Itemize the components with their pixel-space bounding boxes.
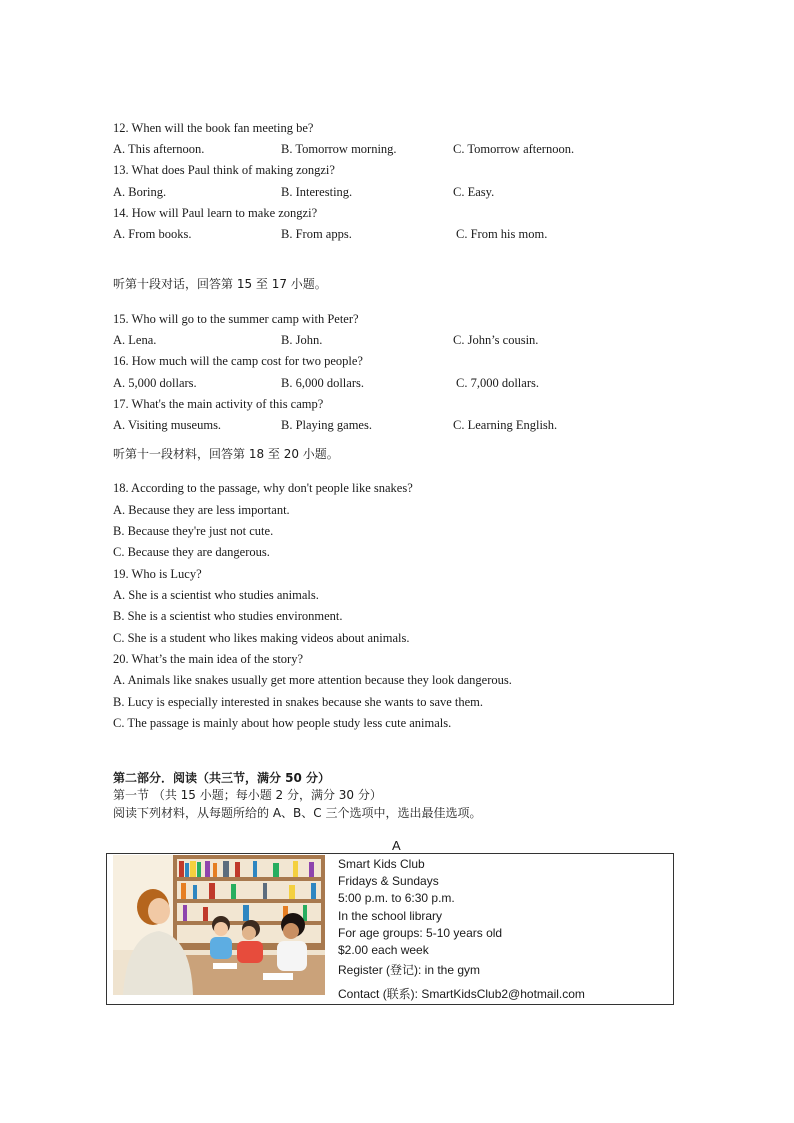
question-19-option-a[interactable]: A. She is a scientist who studies animals.: [113, 588, 319, 602]
question-17-stem: 17. What's the main activity of this camp?: [113, 397, 324, 411]
club-time: 5:00 p.m. to 6:30 p.m.: [338, 891, 455, 906]
part-two-title: 第二部分．阅读（共三节，满分 50 分）: [113, 771, 331, 785]
question-18-option-a[interactable]: A. Because they are less important.: [113, 503, 290, 517]
question-13-option-c[interactable]: C. Easy.: [453, 185, 495, 199]
club-place: In the school library: [338, 908, 443, 923]
question-12-option-c[interactable]: C. Tomorrow afternoon.: [453, 142, 575, 156]
question-15-option-c[interactable]: C. John’s cousin.: [453, 333, 539, 347]
question-16-stem: 16. How much will the camp cost for two people?: [113, 354, 363, 368]
question-17-option-a[interactable]: A. Visiting museums.: [113, 418, 222, 432]
library-illustration: [113, 855, 325, 995]
question-15-option-b[interactable]: B. John.: [281, 333, 323, 347]
question-14-option-b[interactable]: B. From apps.: [281, 227, 352, 241]
club-contact[interactable]: Contact (联系): SmartKidsClub2@hotmail.com: [338, 987, 585, 1002]
question-12-option-a[interactable]: A. This afternoon.: [113, 142, 205, 156]
question-20-option-b[interactable]: B. Lucy is especially interested in snakes because she wants to save them.: [113, 695, 484, 709]
club-info: [338, 856, 585, 1004]
question-14-stem: 14. How will Paul learn to make zongzi?: [113, 206, 318, 220]
question-16-option-a[interactable]: A. 5,000 dollars.: [113, 376, 197, 390]
question-13-option-b[interactable]: B. Interesting.: [281, 185, 353, 199]
question-20-option-a[interactable]: A. Animals like snakes usually get more attention because they look dangerous.: [113, 673, 512, 687]
question-13-stem: 13. What does Paul think of making zongzi?: [113, 163, 335, 177]
club-price: $2.00 each week: [338, 943, 429, 958]
question-14-option-a[interactable]: A. From books.: [113, 227, 192, 241]
section-11-instruction: 听第十一段材料，回答第 18 至 20 小题。: [113, 447, 339, 461]
library-photo: [113, 855, 325, 995]
question-15-stem: 15. Who will go to the summer camp with Peter?: [113, 312, 359, 326]
question-12-option-b[interactable]: B. Tomorrow morning.: [281, 142, 397, 156]
question-15-option-a[interactable]: A. Lena.: [113, 333, 157, 347]
question-16-option-b[interactable]: B. 6,000 dollars.: [281, 376, 364, 390]
reading-instructions: 阅读下列材料，从每题所给的 A、B、C 三个选项中，选出最佳选项。: [113, 806, 482, 820]
question-19-stem: 19. Who is Lucy?: [113, 567, 202, 581]
club-days: Fridays & Sundays: [338, 874, 439, 889]
question-13-option-a[interactable]: A. Boring.: [113, 185, 167, 199]
club-ages: For age groups: 5-10 years old: [338, 925, 503, 940]
section-one-title: 第一节 （共 15 小题；每小题 2 分，满分 30 分）: [113, 788, 382, 802]
club-register: Register (登记): in the gym: [338, 963, 481, 978]
question-16-option-c[interactable]: C. 7,000 dollars.: [456, 376, 539, 390]
club-ad-box: [106, 853, 674, 1005]
section-10-instruction: 听第十段对话，回答第 15 至 17 小题。: [113, 277, 327, 291]
club-name: Smart Kids Club: [338, 857, 425, 871]
question-18-stem: 18. According to the passage, why don't people like snakes?: [113, 481, 413, 495]
question-19-option-c[interactable]: C. She is a student who likes making videos about animals.: [113, 631, 410, 645]
question-18-option-b[interactable]: B. Because they're just not cute.: [113, 524, 274, 538]
question-12-stem: 12. When will the book fan meeting be?: [113, 121, 314, 135]
question-20-stem: 20. What’s the main idea of the story?: [113, 652, 303, 666]
question-18-option-c[interactable]: C. Because they are dangerous.: [113, 545, 270, 559]
question-17-option-c[interactable]: C. Learning English.: [453, 418, 558, 432]
passage-label: A: [392, 838, 401, 853]
question-19-option-b[interactable]: B. She is a scientist who studies environment.: [113, 609, 343, 623]
question-17-option-b[interactable]: B. Playing games.: [281, 418, 372, 432]
question-20-option-c[interactable]: C. The passage is mainly about how people study less cute animals.: [113, 716, 452, 730]
question-14-option-c[interactable]: C. From his mom.: [456, 227, 548, 241]
